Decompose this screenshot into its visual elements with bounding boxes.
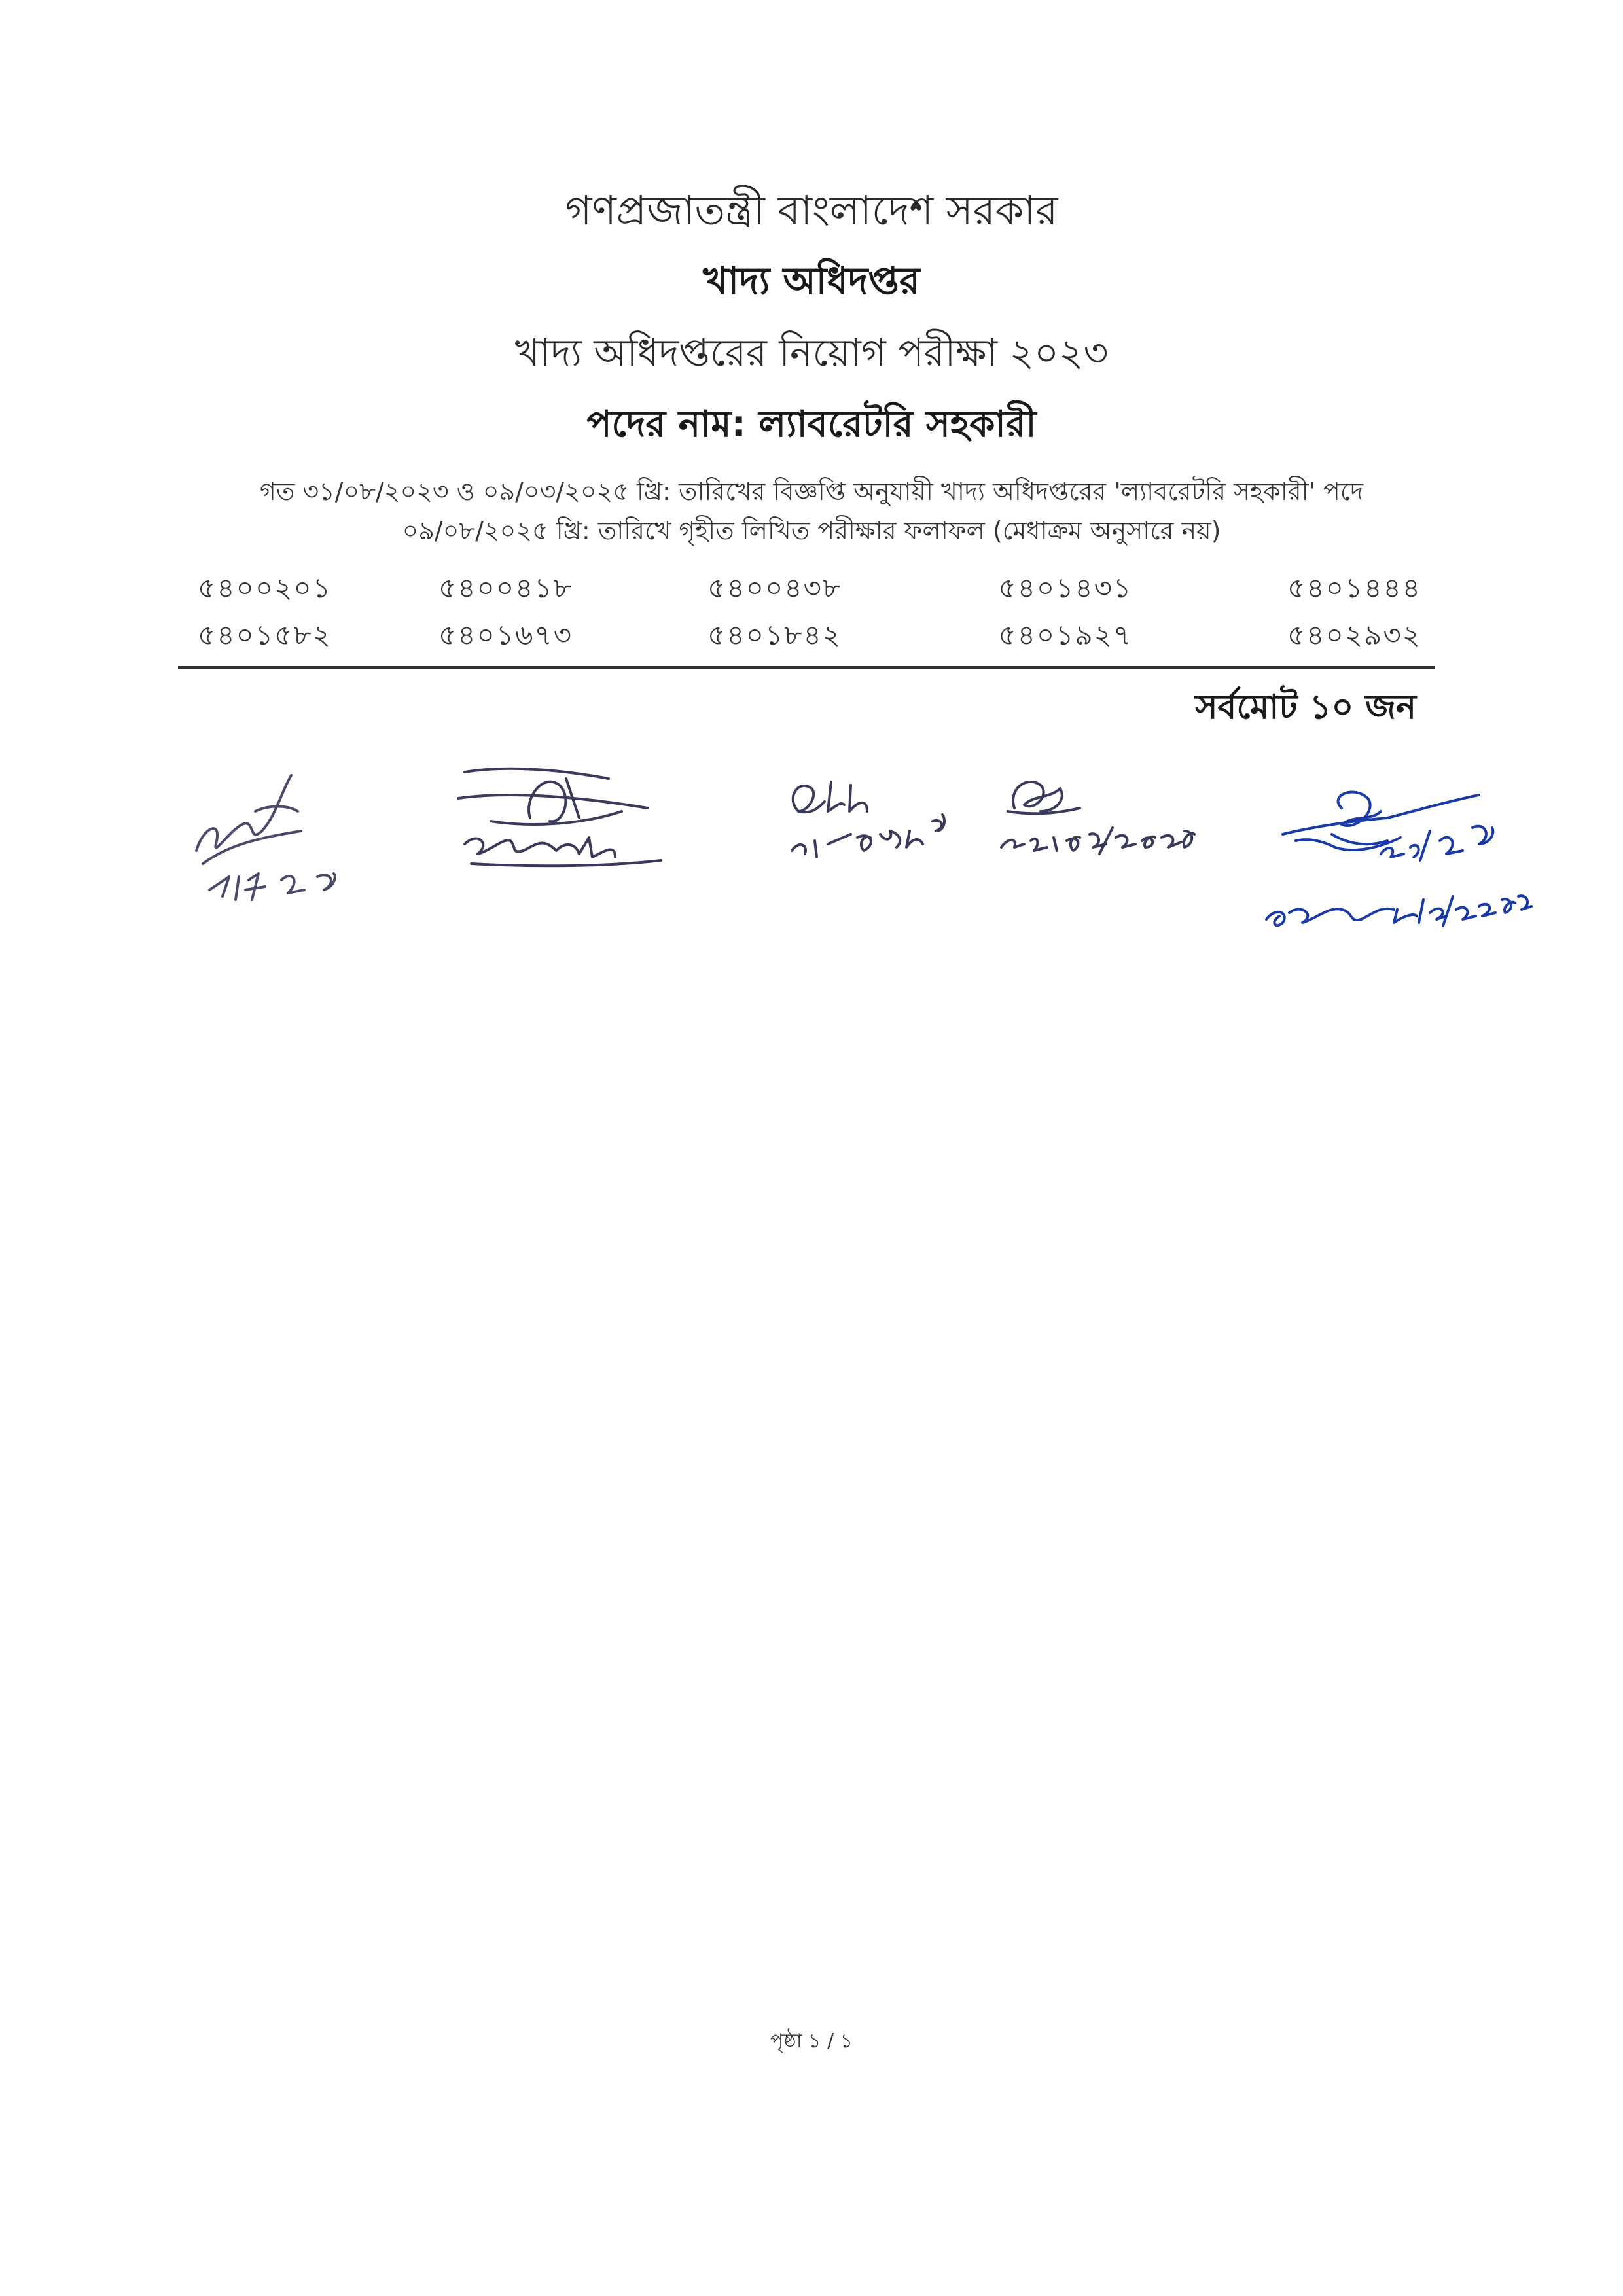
- roll-number: ৫৪০২৯৩২: [1287, 618, 1421, 651]
- roll-number: ৫৪০০৪৩৮: [707, 571, 842, 604]
- signature-2: [452, 759, 674, 883]
- page-number: পৃষ্ঠা ১ / ১: [770, 2030, 853, 2053]
- exam-title: খাদ্য অধিদপ্তরের নিয়োগ পরীক্ষা ২০২৩: [514, 330, 1109, 375]
- signature-5: [1257, 782, 1538, 978]
- roll-number: ৫৪০০২০১: [198, 571, 332, 604]
- roll-number: ৫৪০১৮৪২: [707, 618, 842, 651]
- table-bottom-rule: [178, 666, 1435, 669]
- notice-line-2: ০৯/০৮/২০২৫ খ্রি: তারিখে গৃহীত লিখিত পরীক্ষার ফলাফল (মেধাক্রম অনুসারে নয়): [402, 516, 1221, 545]
- roll-number: ৫৪০০৪১৮: [438, 571, 573, 604]
- notice-line-1: গত ৩১/০৮/২০২৩ ও ০৯/০৩/২০২৫ খ্রি: তারিখের বিজ্ঞপ্তি অনুযায়ী খাদ্য অধিদপ্তরের 'ল্যাবরেটরি সহকারী' পদে: [259, 477, 1364, 506]
- signature-4: [988, 769, 1198, 874]
- total-count: সর্বমোট ১০ জন: [1195, 688, 1416, 727]
- government-heading: গণপ্রজাতন্ত্রী বাংলাদেশ সরকার: [565, 186, 1058, 234]
- roll-number: ৫৪০১৪৪৪: [1287, 571, 1421, 604]
- roll-number: ৫৪০১৫৮২: [198, 618, 332, 651]
- results-table: [178, 566, 1435, 660]
- signature-1: [177, 766, 373, 916]
- table-row: [178, 566, 1435, 613]
- department-heading: খাদ্য অধিদপ্তর: [703, 258, 920, 303]
- roll-number: ৫৪০১৯২৭: [998, 618, 1133, 651]
- signature-3: [779, 772, 995, 877]
- roll-number: ৫৪০১৬৭৩: [438, 618, 573, 651]
- table-row: [178, 613, 1435, 660]
- roll-number: ৫৪০১৪৩১: [998, 571, 1133, 604]
- post-name: পদের নাম: ল্যাবরেটরি সহকারী: [586, 403, 1037, 446]
